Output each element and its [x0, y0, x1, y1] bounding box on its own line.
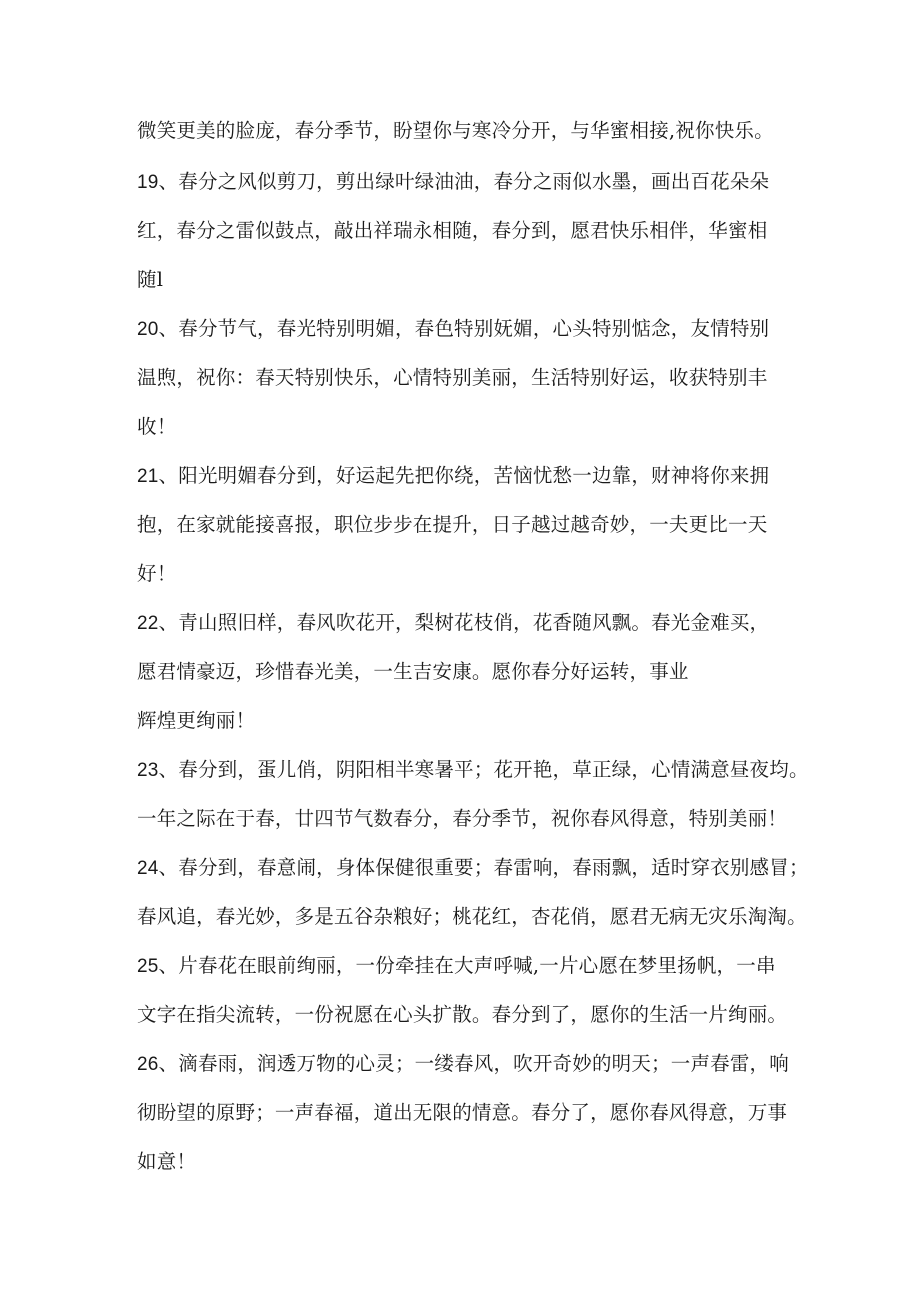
line-text: 、春分之风似剪刀，剪出绿叶绿油油，春分之雨似水墨，画出百花朵朵: [158, 170, 770, 193]
text-line: [137, 708, 797, 735]
line-text: 收！: [137, 415, 177, 438]
item-number: 22: [137, 613, 159, 634]
text-line: [137, 610, 797, 637]
line-text: 微笑更美的脸庞，春分季节，盼望你与寒冷分开，与华蜜相接,祝你快乐。: [137, 119, 774, 142]
item-number: 19: [137, 172, 159, 193]
text-line: [137, 414, 797, 441]
line-text: 、滴春雨，润透万物的心灵；一缕春风，吹开奇妙的明天；一声春雷，响: [158, 1052, 789, 1075]
text-line: [137, 218, 797, 245]
text-line: [137, 316, 797, 343]
text-line: [137, 1051, 797, 1078]
text-line: [137, 365, 797, 392]
line-text: 红，春分之雷似鼓点，敲出祥瑞永相随，春分到，愿君快乐相伴，华蜜相: [137, 219, 768, 242]
line-text: 、片春花在眼前绚丽，一份牵挂在大声呼喊,一片心愿在梦里扬帆，一串: [158, 954, 776, 977]
item-number: 20: [137, 319, 159, 340]
line-text: 抱，在家就能接喜报，职位步步在提升，日子越过越奇妙，一夫更比一天: [137, 513, 768, 536]
line-text: 、春分到，蛋儿俏，阴阳相半寒暑平；花开艳，草正绿，心情满意昼夜均。: [158, 758, 809, 781]
text-line: [137, 757, 809, 784]
text-line: [137, 904, 807, 931]
item-number: 23: [137, 760, 159, 781]
text-line: [137, 1002, 797, 1029]
line-text: 、春分节气，春光特别明媚，春色特别妩媚，心头特别惦念，友情特别: [158, 317, 770, 340]
line-text: 彻盼望的原野；一声春福，道出无限的情意。春分了，愿你春风得意，万事: [137, 1101, 788, 1124]
text-line: [137, 169, 797, 196]
line-text: 如意！: [137, 1150, 197, 1173]
line-text: 随l: [137, 268, 164, 291]
item-number: 24: [137, 858, 159, 879]
text-line: [137, 512, 797, 539]
text-line: [137, 953, 797, 980]
text-line: [137, 659, 797, 686]
line-text: 春风追，春光妙，多是五谷杂粮好；桃花红，杏花俏，愿君无病无灾乐淘淘。: [137, 905, 807, 928]
item-number: 26: [137, 1054, 159, 1075]
line-text: 、阳光明媚春分到，好运起先把你绕，苦恼忧愁一边靠，财神将你来拥: [158, 464, 770, 487]
text-line: [137, 1149, 797, 1176]
text-line: [137, 118, 797, 145]
line-text: 文字在指尖流转，一份祝愿在心头扩散。春分到了，愿你的生活一片绚丽。: [137, 1003, 788, 1026]
text-line: [137, 806, 797, 833]
line-text: 愿君情豪迈，珍惜春光美，一生吉安康。愿你春分好运转，事业: [137, 660, 689, 683]
item-number: 25: [137, 956, 159, 977]
text-line: [137, 1100, 797, 1127]
line-text: 一年之际在于春，廿四节气数春分，春分季节，祝你春风得意，特别美丽！: [137, 807, 788, 830]
line-text: 好！: [137, 562, 177, 585]
item-number: 21: [137, 466, 159, 487]
line-text: 、春分到，春意闹，身体保健很重要；春雷响，春雨飘，适时穿衣别感冒；: [158, 856, 809, 879]
line-text: 温煦，祝你：春天特别快乐，心情特别美丽，生活特别好运，收获特别丰: [137, 366, 768, 389]
text-line: [137, 561, 797, 588]
line-text: 、青山照旧样，春风吹花开，梨树花枝俏，花香随风飘。春光金难买，: [158, 611, 770, 634]
line-text: 辉煌更绚丽！: [137, 709, 256, 732]
text-line: [137, 463, 797, 490]
text-line: [137, 267, 797, 294]
text-line: [137, 855, 809, 882]
